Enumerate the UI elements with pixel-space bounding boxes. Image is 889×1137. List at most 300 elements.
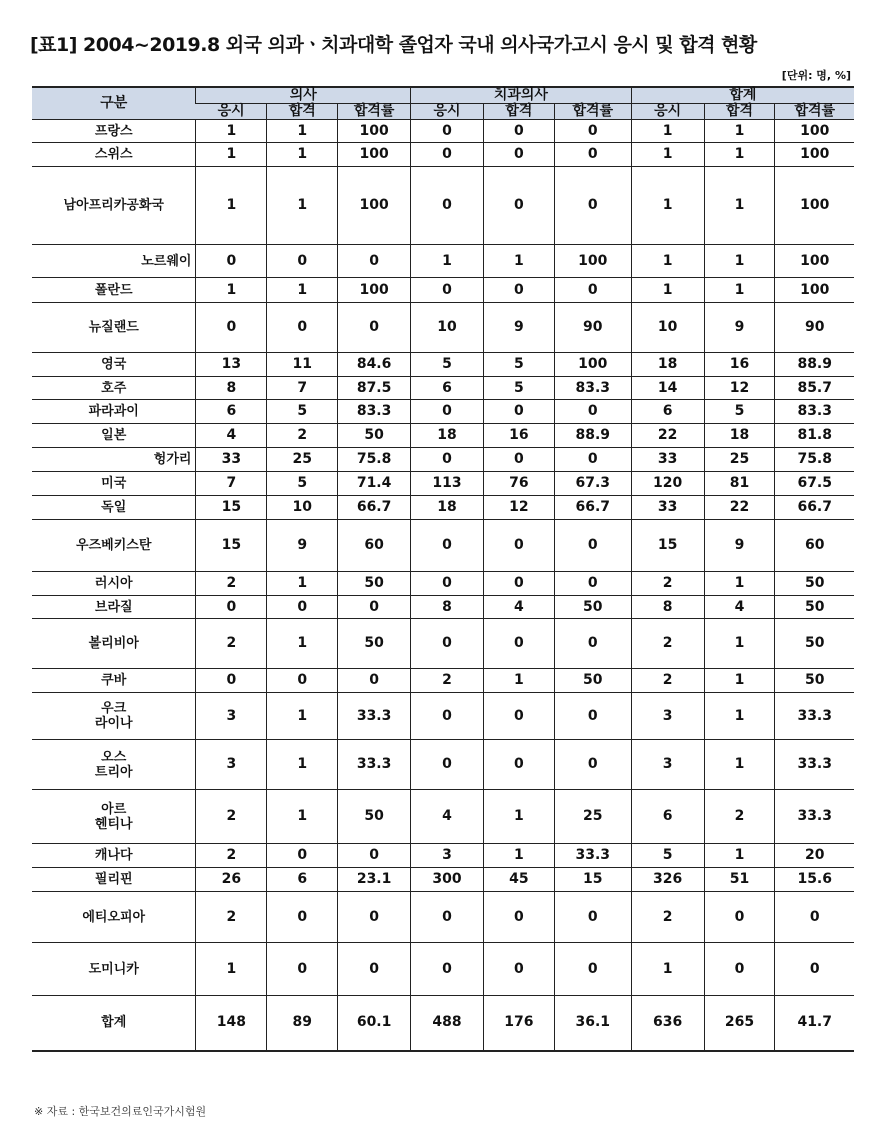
value-cell: 0 [554, 278, 631, 303]
value-cell: 1 [196, 943, 267, 996]
value-cell: 15 [631, 520, 704, 572]
value-cell: 1 [267, 572, 338, 596]
value-cell: 0 [554, 619, 631, 669]
table-row [32, 120, 854, 143]
total-row [32, 996, 854, 1051]
value-cell: 1 [704, 669, 775, 693]
value-cell: 1 [411, 245, 484, 278]
table-row [32, 167, 854, 245]
value-cell: 1 [704, 844, 775, 868]
value-cell: 0 [267, 844, 338, 868]
value-cell: 1 [704, 740, 775, 790]
table-row [32, 596, 854, 619]
value-cell: 7 [196, 472, 267, 496]
value-cell: 148 [196, 996, 267, 1051]
country-label-line: 도미니카 [88, 961, 139, 977]
value-cell: 18 [704, 424, 775, 448]
value-cell: 0 [338, 844, 411, 868]
value-cell: 33.3 [554, 844, 631, 868]
table-body [32, 120, 854, 1051]
value-cell: 113 [411, 472, 484, 496]
value-cell: 66.7 [775, 496, 854, 520]
table-row [32, 669, 854, 693]
table-title: [표1] 2004~2019.8 외국 의과ㆍ치과대학 졸업자 국내 의사국가고시 응시 및 합격 현황 [30, 34, 757, 56]
value-cell: 1 [631, 143, 704, 167]
value-cell: 1 [267, 143, 338, 167]
country-label-line: 독일 [101, 500, 127, 515]
table-row [32, 619, 854, 669]
value-cell: 2 [631, 669, 704, 693]
country-label [32, 892, 196, 943]
value-cell: 60.1 [338, 996, 411, 1051]
value-cell: 2 [196, 572, 267, 596]
value-cell: 4 [483, 596, 554, 619]
value-cell: 100 [554, 353, 631, 377]
value-cell: 50 [338, 572, 411, 596]
value-cell: 0 [338, 596, 411, 619]
value-cell: 1 [267, 278, 338, 303]
sub-header-passed: 합격 [267, 104, 338, 120]
table-row [32, 377, 854, 400]
unit-label: [단위: 명, %] [781, 69, 851, 82]
value-cell: 0 [196, 669, 267, 693]
value-cell: 0 [483, 943, 554, 996]
value-cell: 5 [483, 377, 554, 400]
value-cell: 67.3 [554, 472, 631, 496]
value-cell: 14 [631, 377, 704, 400]
value-cell: 100 [775, 120, 854, 143]
country-label-line: 우크 [101, 701, 127, 716]
value-cell: 0 [483, 143, 554, 167]
sub-header-pass-rate: 합격률 [775, 104, 854, 120]
value-cell: 6 [631, 400, 704, 424]
value-cell: 9 [704, 520, 775, 572]
country-label [32, 245, 196, 278]
value-cell: 0 [554, 693, 631, 740]
table-row [32, 448, 854, 472]
table-row [32, 844, 854, 868]
country-label-line: 우즈베키스탄 [76, 538, 152, 553]
value-cell: 1 [704, 278, 775, 303]
country-label-line: 남아프리카공화국 [63, 198, 164, 213]
value-cell: 1 [267, 167, 338, 245]
value-cell: 33.3 [775, 693, 854, 740]
value-cell: 75.8 [775, 448, 854, 472]
value-cell: 33.3 [775, 740, 854, 790]
value-cell: 3 [411, 844, 484, 868]
country-label [32, 278, 196, 303]
table-row [32, 892, 854, 943]
value-cell: 50 [775, 669, 854, 693]
value-cell: 22 [631, 424, 704, 448]
value-cell: 50 [775, 572, 854, 596]
value-cell: 100 [338, 167, 411, 245]
value-cell: 5 [267, 400, 338, 424]
value-cell: 4 [704, 596, 775, 619]
value-cell: 0 [483, 448, 554, 472]
value-cell: 88.9 [554, 424, 631, 448]
value-cell: 0 [411, 943, 484, 996]
value-cell: 100 [338, 278, 411, 303]
value-cell: 0 [554, 120, 631, 143]
value-cell: 25 [267, 448, 338, 472]
country-label-line: 헝가리 [153, 452, 192, 467]
value-cell: 18 [631, 353, 704, 377]
country-label [32, 693, 196, 740]
value-cell: 60 [775, 520, 854, 572]
value-cell: 23.1 [338, 868, 411, 892]
country-label [32, 472, 196, 496]
value-cell: 85.7 [775, 377, 854, 400]
value-cell: 41.7 [775, 996, 854, 1051]
value-cell: 1 [196, 120, 267, 143]
value-cell: 0 [483, 400, 554, 424]
value-cell: 15 [196, 520, 267, 572]
value-cell: 0 [338, 892, 411, 943]
table-row [32, 400, 854, 424]
value-cell: 5 [411, 353, 484, 377]
value-cell: 3 [196, 693, 267, 740]
value-cell: 1 [196, 167, 267, 245]
value-cell: 0 [775, 943, 854, 996]
country-label [32, 167, 196, 245]
value-cell: 0 [267, 892, 338, 943]
value-cell: 2 [196, 790, 267, 844]
value-cell: 2 [631, 619, 704, 669]
table-row [32, 790, 854, 844]
value-cell: 0 [483, 520, 554, 572]
country-label [32, 400, 196, 424]
value-cell: 100 [775, 245, 854, 278]
table-row [32, 693, 854, 740]
value-cell: 0 [554, 740, 631, 790]
value-cell: 0 [411, 740, 484, 790]
country-label-line: 아르 [101, 801, 127, 817]
country-label [32, 943, 196, 996]
country-label-line: 스위스 [94, 147, 133, 162]
value-cell: 0 [554, 448, 631, 472]
value-cell: 1 [631, 120, 704, 143]
value-cell: 90 [775, 303, 854, 353]
value-cell: 1 [483, 844, 554, 868]
table-row [32, 143, 854, 167]
value-cell: 10 [631, 303, 704, 353]
value-cell: 0 [704, 892, 775, 943]
value-cell: 0 [411, 693, 484, 740]
country-label-line: 쿠바 [101, 673, 127, 688]
value-cell: 33 [196, 448, 267, 472]
value-cell: 5 [267, 472, 338, 496]
value-cell: 50 [554, 669, 631, 693]
country-label-line: 볼리비아 [88, 636, 139, 651]
value-cell: 33.3 [775, 790, 854, 844]
value-cell: 7 [267, 377, 338, 400]
value-cell: 0 [267, 943, 338, 996]
value-cell: 0 [554, 400, 631, 424]
value-cell: 2 [411, 669, 484, 693]
sub-header-passed: 합격 [704, 104, 775, 120]
value-cell: 81 [704, 472, 775, 496]
table-row [32, 303, 854, 353]
value-cell: 0 [411, 448, 484, 472]
country-label [32, 996, 196, 1051]
value-cell: 6 [196, 400, 267, 424]
value-cell: 0 [411, 167, 484, 245]
value-cell: 0 [483, 572, 554, 596]
value-cell: 1 [704, 143, 775, 167]
value-cell: 0 [411, 143, 484, 167]
value-cell: 326 [631, 868, 704, 892]
country-label-line: 노르웨이 [141, 253, 192, 269]
value-cell: 2 [704, 790, 775, 844]
value-cell: 8 [411, 596, 484, 619]
value-cell: 15.6 [775, 868, 854, 892]
value-cell: 33 [631, 496, 704, 520]
value-cell: 13 [196, 353, 267, 377]
sub-header-pass-rate: 합격률 [554, 104, 631, 120]
value-cell: 2 [631, 572, 704, 596]
value-cell: 0 [554, 892, 631, 943]
value-cell: 3 [196, 740, 267, 790]
country-label-line: 오스 [101, 749, 127, 765]
value-cell: 300 [411, 868, 484, 892]
value-cell: 16 [483, 424, 554, 448]
country-label [32, 740, 196, 790]
value-cell: 0 [267, 669, 338, 693]
value-cell: 90 [554, 303, 631, 353]
value-cell: 1 [631, 245, 704, 278]
value-cell: 0 [411, 619, 484, 669]
country-label [32, 572, 196, 596]
value-cell: 66.7 [338, 496, 411, 520]
value-cell: 50 [338, 790, 411, 844]
value-cell: 18 [411, 496, 484, 520]
country-label-line: 러시아 [94, 576, 133, 591]
value-cell: 15 [554, 868, 631, 892]
country-label-line: 영국 [101, 357, 127, 372]
value-cell: 0 [483, 167, 554, 245]
value-cell: 50 [338, 424, 411, 448]
value-cell: 12 [483, 496, 554, 520]
value-cell: 0 [483, 892, 554, 943]
value-cell: 0 [196, 303, 267, 353]
value-cell: 0 [483, 740, 554, 790]
country-label-line: 폴란드 [94, 282, 133, 298]
value-cell: 1 [267, 120, 338, 143]
value-cell: 50 [775, 619, 854, 669]
value-cell: 87.5 [338, 377, 411, 400]
value-cell: 1 [631, 278, 704, 303]
value-cell: 81.8 [775, 424, 854, 448]
table-row [32, 278, 854, 303]
value-cell: 0 [554, 572, 631, 596]
value-cell: 60 [338, 520, 411, 572]
value-cell: 1 [196, 143, 267, 167]
value-cell: 1 [704, 167, 775, 245]
value-cell: 9 [267, 520, 338, 572]
country-label [32, 120, 196, 143]
country-label-line: 필리핀 [94, 872, 133, 887]
value-cell: 4 [196, 424, 267, 448]
value-cell: 0 [267, 245, 338, 278]
value-cell: 33.3 [338, 740, 411, 790]
country-label [32, 669, 196, 693]
value-cell: 12 [704, 377, 775, 400]
country-label [32, 868, 196, 892]
country-label-line: 미국 [101, 476, 127, 491]
value-cell: 16 [704, 353, 775, 377]
value-cell: 9 [483, 303, 554, 353]
country-label-line: 헨티나 [94, 816, 133, 832]
table-row [32, 572, 854, 596]
value-cell: 45 [483, 868, 554, 892]
value-cell: 0 [338, 943, 411, 996]
value-cell: 88.9 [775, 353, 854, 377]
country-label-line: 뉴질랜드 [88, 320, 139, 335]
value-cell: 1 [267, 693, 338, 740]
sub-header-passed: 합격 [483, 104, 554, 120]
value-cell: 50 [554, 596, 631, 619]
value-cell: 636 [631, 996, 704, 1051]
table-header [32, 87, 854, 120]
value-cell: 0 [196, 245, 267, 278]
value-cell: 2 [196, 844, 267, 868]
country-label [32, 496, 196, 520]
value-cell: 0 [267, 303, 338, 353]
value-cell: 0 [483, 120, 554, 143]
value-cell: 84.6 [338, 353, 411, 377]
value-cell: 71.4 [338, 472, 411, 496]
value-cell: 83.3 [338, 400, 411, 424]
value-cell: 1 [631, 167, 704, 245]
table-row [32, 520, 854, 572]
value-cell: 100 [775, 143, 854, 167]
value-cell: 8 [631, 596, 704, 619]
value-cell: 0 [338, 303, 411, 353]
value-cell: 67.5 [775, 472, 854, 496]
value-cell: 0 [704, 943, 775, 996]
value-cell: 0 [411, 400, 484, 424]
value-cell: 1 [631, 943, 704, 996]
value-cell: 0 [554, 520, 631, 572]
value-cell: 75.8 [338, 448, 411, 472]
country-label [32, 844, 196, 868]
value-cell: 100 [338, 143, 411, 167]
sub-header-applied: 응시 [631, 104, 704, 120]
value-cell: 0 [411, 520, 484, 572]
value-cell: 3 [631, 693, 704, 740]
value-cell: 6 [411, 377, 484, 400]
value-cell: 0 [411, 572, 484, 596]
group-header-total: 합계 [631, 87, 854, 104]
value-cell: 1 [267, 790, 338, 844]
source-note: ※ 자료 : 한국보건의료인국가시험원 [34, 1105, 207, 1118]
data-table [32, 86, 854, 1052]
value-cell: 2 [267, 424, 338, 448]
value-cell: 0 [196, 596, 267, 619]
value-cell: 1 [483, 790, 554, 844]
value-cell: 1 [483, 669, 554, 693]
value-cell: 10 [411, 303, 484, 353]
table-row [32, 740, 854, 790]
sub-header-pass-rate: 합격률 [338, 104, 411, 120]
value-cell: 10 [267, 496, 338, 520]
value-cell: 2 [196, 892, 267, 943]
value-cell: 36.1 [554, 996, 631, 1051]
country-label-line: 파라과이 [88, 404, 139, 419]
value-cell: 3 [631, 740, 704, 790]
value-cell: 0 [554, 143, 631, 167]
category-header: 구분 [32, 87, 196, 120]
value-cell: 18 [411, 424, 484, 448]
value-cell: 1 [267, 619, 338, 669]
value-cell: 15 [196, 496, 267, 520]
value-cell: 1 [196, 278, 267, 303]
value-cell: 0 [267, 596, 338, 619]
value-cell: 20 [775, 844, 854, 868]
table-row [32, 353, 854, 377]
value-cell: 5 [483, 353, 554, 377]
value-cell: 2 [196, 619, 267, 669]
value-cell: 89 [267, 996, 338, 1051]
value-cell: 5 [704, 400, 775, 424]
value-cell: 0 [411, 892, 484, 943]
country-label-line: 호주 [101, 380, 127, 396]
table-row [32, 424, 854, 448]
value-cell: 0 [554, 167, 631, 245]
value-cell: 0 [775, 892, 854, 943]
value-cell: 488 [411, 996, 484, 1051]
value-cell: 100 [338, 120, 411, 143]
value-cell: 9 [704, 303, 775, 353]
value-cell: 0 [483, 278, 554, 303]
country-label [32, 143, 196, 167]
value-cell: 1 [483, 245, 554, 278]
country-label [32, 790, 196, 844]
value-cell: 6 [267, 868, 338, 892]
value-cell: 50 [338, 619, 411, 669]
value-cell: 0 [483, 619, 554, 669]
value-cell: 76 [483, 472, 554, 496]
country-label-line: 에티오피아 [82, 909, 146, 925]
country-label-line: 캐나다 [94, 848, 133, 863]
table-row [32, 472, 854, 496]
value-cell: 100 [775, 278, 854, 303]
value-cell: 1 [704, 693, 775, 740]
value-cell: 83.3 [775, 400, 854, 424]
value-cell: 2 [631, 892, 704, 943]
value-cell: 26 [196, 868, 267, 892]
value-cell: 0 [411, 120, 484, 143]
value-cell: 50 [775, 596, 854, 619]
value-cell: 176 [483, 996, 554, 1051]
country-label [32, 619, 196, 669]
value-cell: 5 [631, 844, 704, 868]
value-cell: 25 [554, 790, 631, 844]
value-cell: 0 [338, 669, 411, 693]
value-cell: 33.3 [338, 693, 411, 740]
sub-header-applied: 응시 [411, 104, 484, 120]
value-cell: 265 [704, 996, 775, 1051]
country-label-line: 트리아 [94, 764, 133, 780]
value-cell: 1 [704, 120, 775, 143]
table-row [32, 245, 854, 278]
value-cell: 0 [483, 693, 554, 740]
value-cell: 100 [775, 167, 854, 245]
country-label [32, 353, 196, 377]
sub-header-applied: 응시 [196, 104, 267, 120]
value-cell: 0 [338, 245, 411, 278]
